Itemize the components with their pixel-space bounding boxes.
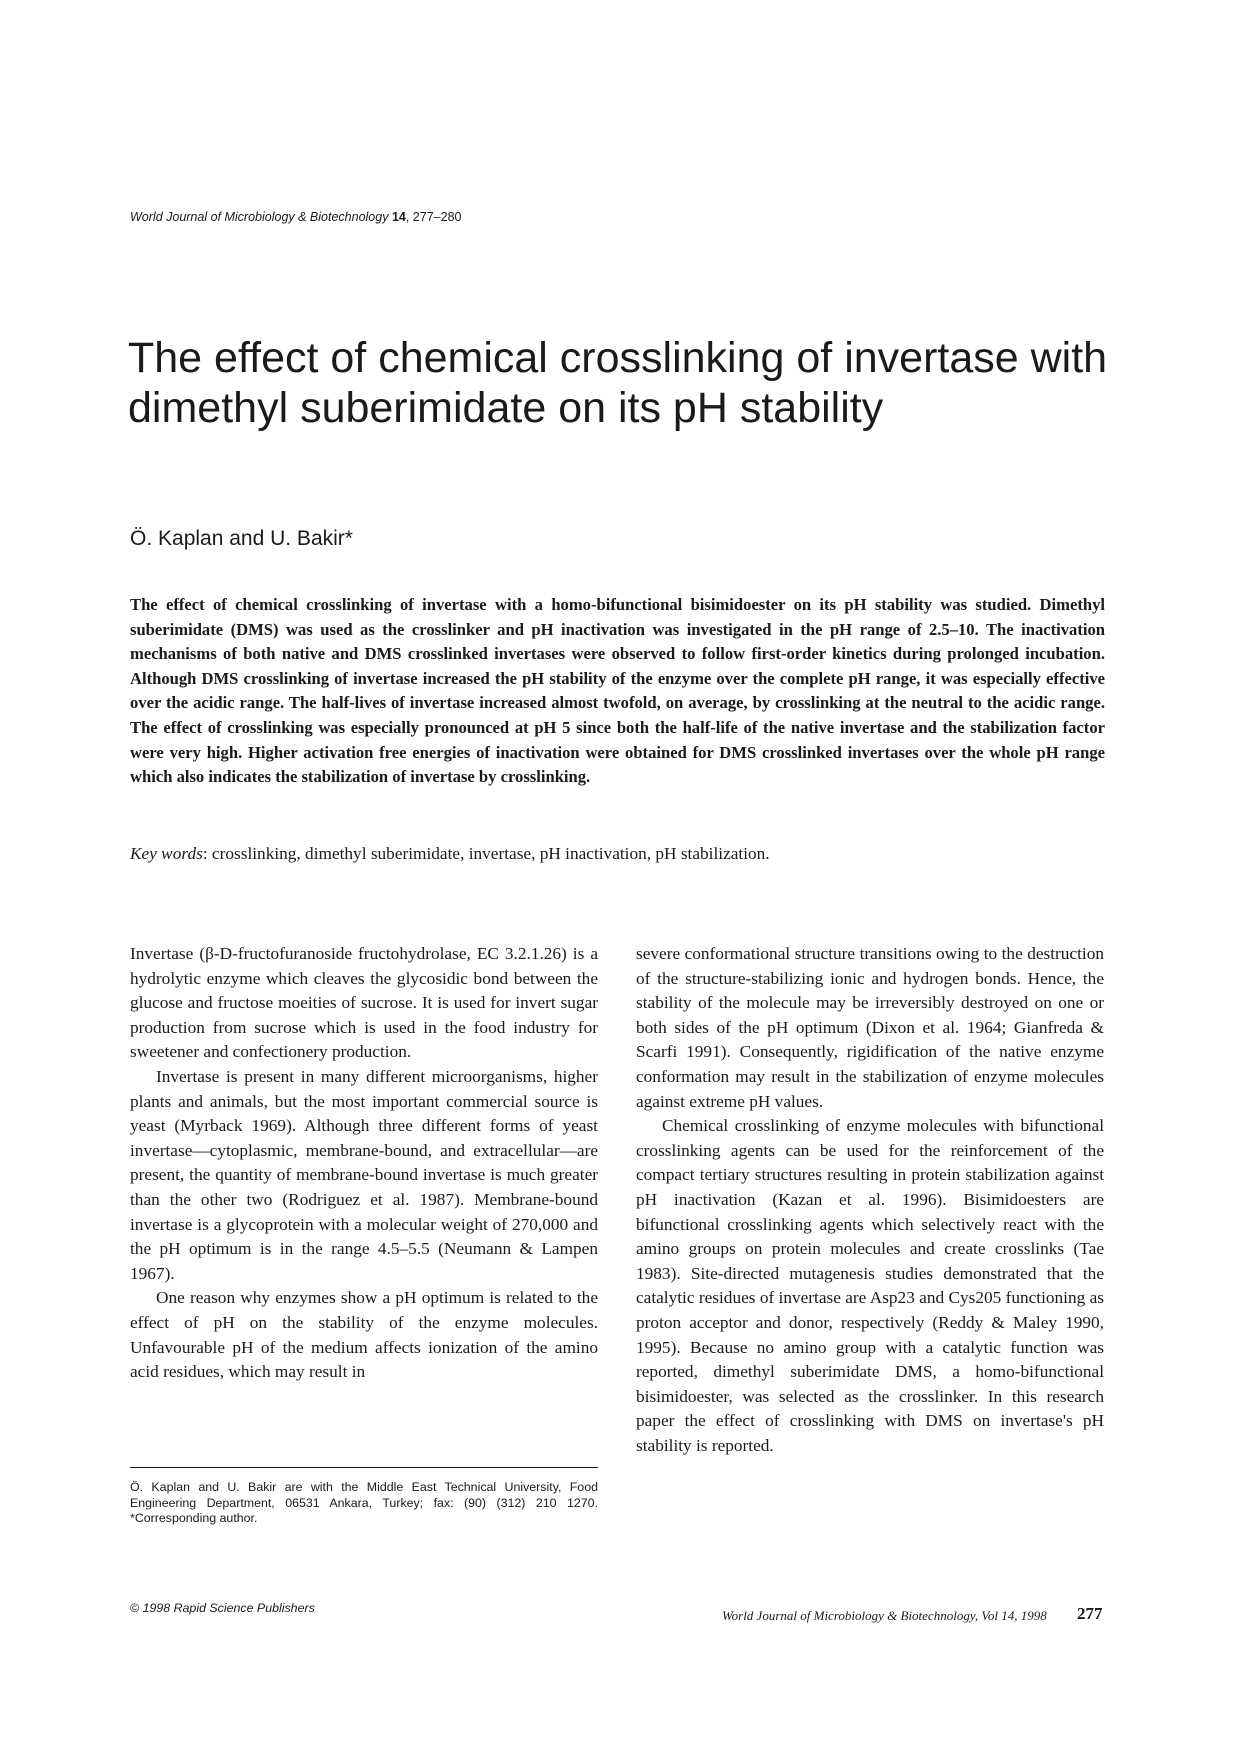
body-paragraph: One reason why enzymes show a pH optimum is related to the effect of pH on the stability of the enzyme molecules. Unfavourable pH of the medium affects ionization of the amino acid residues, which may result in — [130, 1288, 598, 1382]
keywords-text: : crosslinking, dimethyl suberimidate, invertase, pH inactivation, pH stabilization. — [202, 844, 770, 863]
article-title: The effect of chemical crosslinking of invertase with dimethyl suberimidate on its pH stability — [128, 334, 1108, 432]
body-paragraph: severe conformational structure transitions owing to the destruction of the structure-stabilizing ionic and hydrogen bonds. Hence, the stability of the molecule may be irreversibly destroyed on one or both sides of the pH optimum (Dixon et al. 1964; Gianfreda & Scarfi 1991). Consequently, rigidification of the native enzyme conformation may result in the stabilization of enzyme molecules against extreme pH values. — [636, 944, 1104, 1111]
copyright-symbol: © — [130, 1601, 140, 1615]
authors: Ö. Kaplan and U. Bakir* — [130, 527, 353, 550]
page-number: 277 — [1077, 1604, 1103, 1623]
author-affiliation-footnote: Ö. Kaplan and U. Bakir are with the Middle East Technical University, Food Engineering Department, 06531 Ankara, Turkey; fax: (90) (312) 210 1270. *Corresponding author. — [130, 1480, 598, 1526]
copyright-notice — [130, 1601, 315, 1615]
body-column-left — [130, 942, 598, 1385]
footnote-divider — [130, 1467, 598, 1468]
copyright-text: 1998 Rapid Science Publishers — [139, 1601, 315, 1615]
running-head-volume: 14 — [391, 210, 406, 224]
running-head-pages: , 277–280 — [405, 210, 462, 224]
keywords — [130, 842, 1105, 866]
abstract: The effect of chemical crosslinking of invertase with a homo-bifunctional bisimidoester on its pH stability was studied. Dimethyl suberimidate (DMS) was used as the crosslinker and pH inactivation was investigated in the pH range of 2.5–10. The inactivation mechanisms of both native and DMS crosslinked invertases were observed to follow first-order kinetics during prolonged incubation. Although DMS crosslinking of invertase increased the pH stability of the enzyme over the complete pH range, it was especially effective over the acidic range. The half-lives of invertase increased almost twofold, on average, by crosslinking at the neutral to the acidic range. The effect of crosslinking was especially pronounced at pH 5 since both the half-life of the native invertase and the stabilization factor were very high. Higher activation free energies of inactivation were obtained for DMS crosslinked invertases over the whole pH range which also indicates the stabilization of invertase by crosslinking. — [130, 595, 1105, 787]
running-head — [130, 210, 461, 224]
body-column-right — [636, 942, 1104, 1458]
body-paragraph: Invertase is present in many different microorganisms, higher plants and animals, but the most important commercial source is yeast (Myrback 1969). Although three different forms of yeast invertase—cytoplasmic, membrane-bound, and extracellular—are present, the quantity of membrane-bound invertase is much greater than the other two (Rodriguez et al. 1987). Membrane-bound invertase is a glycoprotein with a molecular weight of 270,000 and the pH optimum is in the range 4.5–5.5 (Neumann & Lampen 1967). — [130, 1066, 598, 1283]
body-paragraph: Chemical crosslinking of enzyme molecules with bifunctional crosslinking agents can be used for the reinforcement of the compact tertiary structures resulting in protein stabilization against pH inactivation (Kazan et al. 1996). Bisimidoesters are bifunctional crosslinking agents which selectively react with the amino groups on protein molecules and create crosslinks (Tae 1983). Site-directed mutagenesis studies demonstrated that the catalytic residues of invertase are Asp23 and Cys205 functioning as proton acceptor and donor, respectively (Reddy & Maley 1990, 1995). Because no amino group with a catalytic function was reported, dimethyl suberimidate DMS, a homo-bifunctional bisimidoester, was selected as the crosslinker. In this research paper the effect of crosslinking with DMS on invertase's pH stability is reported. — [636, 1116, 1104, 1455]
footer-journal: World Journal of Microbiology & Biotechnology, Vol 14, 1998 — [722, 1608, 1047, 1623]
keywords-label: Key words — [130, 844, 203, 863]
body-paragraph: Invertase (β-D-fructofuranoside fructohydrolase, EC 3.2.1.26) is a hydrolytic enzyme which cleaves the glycosidic bond between the glucose and fructose moeities of sucrose. It is used for invert sugar production from sucrose which is used in the food industry for sweetener and confectionery production. — [130, 944, 598, 1062]
running-head-journal: World Journal of Microbiology & Biotechnology — [130, 210, 389, 224]
